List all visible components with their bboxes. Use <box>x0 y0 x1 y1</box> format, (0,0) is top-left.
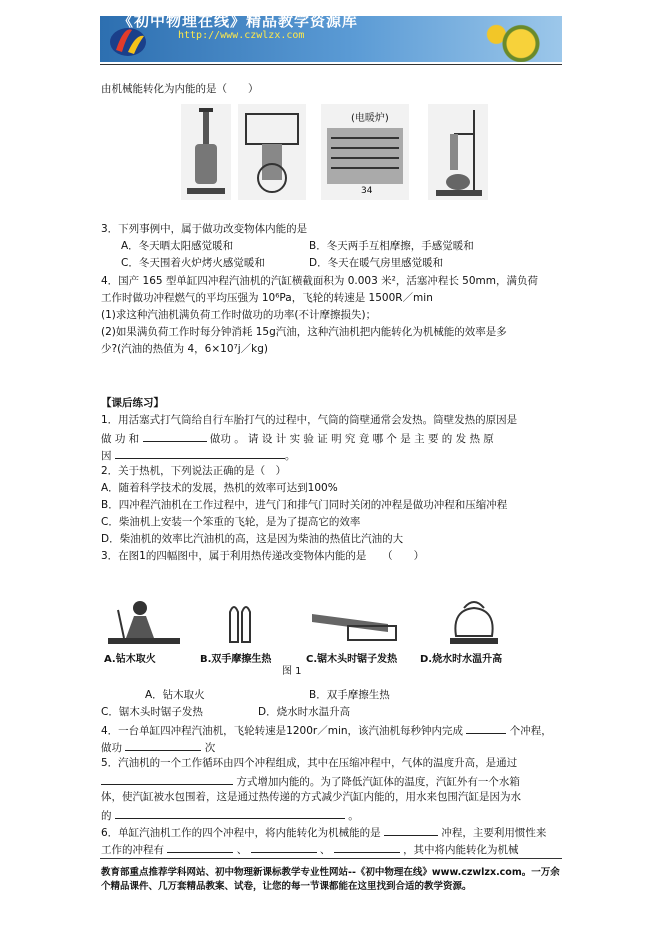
heater-caption: (电暖炉) <box>351 113 389 124</box>
p6-line-1b: 冲程，主要利用惯性来 <box>441 827 547 839</box>
p5-blank-1[interactable] <box>101 773 233 785</box>
p3-option-a: A．钻木取火 <box>145 689 205 701</box>
practice-heading: 【课后练习】 <box>101 397 164 409</box>
q4-line-4: (2)如果满负荷工作时每分钟消耗 15g汽油，这种汽油机把内能转化为机械能的效率是多 <box>101 326 507 338</box>
footer-line-1: 教育部重点推荐学科网站、初中物理新课标教学专业性网站--《初中物理在线》www.czwlzx.com。一万余 <box>101 867 560 878</box>
p2-stem: 2．关于热机，下列说法正确的是（ ） <box>101 465 287 477</box>
p1-line-1: 1．用活塞式打气筒给自行车胎打气的过程中，气筒的筒壁通常会发热。筒壁发热的原因是 <box>101 414 518 426</box>
fig1-caption: 图 1 <box>282 666 302 677</box>
p6-line-1 <box>101 824 546 840</box>
p1-line-2 <box>101 430 494 446</box>
p6-line-1a: 6．单缸汽油机工作的四个冲程中，将内能转化为机械能的是 <box>101 827 381 839</box>
p4-line-1b: 个冲程， <box>509 725 552 737</box>
p2-option-a: A．随着科学技术的发展，热机的效率可达到100% <box>101 482 338 494</box>
p5-line-4b: 。 <box>348 810 359 822</box>
p4-line-2 <box>101 739 215 755</box>
p6-blank-1[interactable] <box>384 824 438 836</box>
p5-line-3: 体，使汽缸被水包围着，这是通过热传递的方式减少汽缸内能的，用水来包围汽缸是因为水 <box>101 791 521 803</box>
p4-line-2a: 做功 <box>101 742 122 754</box>
q3-option-d: D．冬天在暖气房里感觉暖和 <box>309 257 444 269</box>
p2-option-b: B．四冲程汽油机在工作过程中，进气门和排气门同时关闭的冲程是做功冲程和压缩冲程 <box>101 499 508 511</box>
p5-line-4 <box>101 807 359 823</box>
p5-line-2-text: 方式增加内能的。为了降低汽缸体的温度，汽缸外有一个水箱 <box>236 776 520 788</box>
engine-figure <box>238 104 306 200</box>
p6-blank-2[interactable] <box>167 841 233 853</box>
p5-line-4a: 的 <box>101 810 112 822</box>
footer-divider <box>100 858 562 859</box>
p4-line-1a: 4．一台单缸四冲程汽油机，飞轮转速是1200r／min，该汽油机每秒钟内完成 <box>101 725 464 737</box>
header-url[interactable]: http://www.czwlzx.com <box>178 30 305 41</box>
q2-stem: 由机械能转化为内能的是（ ） <box>101 83 259 95</box>
p3-stem: 3．在图1的四幅图中，属于利用热传递改变物体内能的是 （ ） <box>101 550 425 562</box>
p4-line-1 <box>101 722 552 738</box>
fig1-label-d: D.烧水时水温升高 <box>420 654 503 665</box>
p1-line-3-text: 因 <box>101 450 112 462</box>
heater-figure <box>321 104 409 200</box>
q3-option-b: B．冬天两手互相摩擦，手感觉暖和 <box>309 240 474 252</box>
fig1-label-b: B.双手摩擦生热 <box>200 654 272 665</box>
heater-figure-number: 34 <box>361 186 373 196</box>
sunflower-image <box>480 16 562 62</box>
burner-figure <box>428 104 488 200</box>
p6-line-2d: ，其中将内能转化为机械 <box>403 844 519 856</box>
q4-line-1: 4．国产 165 型单缸四冲程汽油机的汽缸横截面积为 0.003 米²，活塞冲程长 50mm，满负荷 <box>101 275 538 287</box>
p3-option-b: B．双手摩擦生热 <box>309 689 390 701</box>
p6-blank-3[interactable] <box>251 841 317 853</box>
p6-blank-4[interactable] <box>334 841 400 853</box>
p5-line-2 <box>101 773 520 789</box>
q3-option-a: A．冬天晒太阳感觉暖和 <box>121 240 234 252</box>
figure-1 <box>100 594 508 677</box>
saw-icon <box>308 604 400 644</box>
p6-line-2a: 工作的冲程有 <box>101 844 164 856</box>
p4-line-2b: 次 <box>204 742 216 754</box>
p3-option-d: D．烧水时水温升高 <box>258 706 351 718</box>
p2-option-d: D．柴油机的效率比汽油机的高，这是因为柴油的热值比汽油的大 <box>101 533 404 545</box>
fig1-label-c: C.锯木头时锯子发热 <box>306 654 398 665</box>
p5-blank-2[interactable] <box>115 807 345 819</box>
p6-line-2c: 、 <box>319 844 331 856</box>
q4-line-2: 工作时做功冲程燃气的平均压强为 10⁶Pa，飞轮的转速是 1500R／min <box>101 292 433 304</box>
fig1-label-a: A.钻木取火 <box>104 654 156 665</box>
q3-stem: 3．下列事例中，属于做功改变物体内能的是 <box>101 223 308 235</box>
pump-figure <box>181 104 231 200</box>
rubbing-hands-icon <box>220 598 260 646</box>
p6-line-2b: 、 <box>236 844 248 856</box>
p6-line-2 <box>101 841 519 857</box>
p5-line-1: 5．汽油机的一个工作循环由四个冲程组成，其中在压缩冲程中，气体的温度升高，是通过 <box>101 757 518 769</box>
p1-blank-1[interactable] <box>143 430 207 442</box>
p3-option-c: C．锯木头时锯子发热 <box>101 706 203 718</box>
p1-line-3: 因 。 <box>101 447 295 463</box>
p1-line-2b: 做功 。 请 设 计 实 验 证 明 究 竟 哪 个 是 主 要 的 发 热 原 <box>209 433 494 445</box>
p1-line-2a: 做 功 和 <box>101 433 140 445</box>
p2-option-c: C．柴油机上安装一个笨重的飞轮，是为了提高它的效率 <box>101 516 361 528</box>
p4-blank-2[interactable] <box>125 739 201 751</box>
q3-option-c: C．冬天围着火炉烤火感觉暖和 <box>121 257 265 269</box>
footer-line-2: 个精品课件、几万套精品教案、试卷，让您的每一节课都能在这里找到合适的教学资源。 <box>101 881 472 892</box>
p1-blank-2[interactable] <box>115 447 285 459</box>
header-divider <box>100 64 562 65</box>
p4-blank-1[interactable] <box>466 722 506 734</box>
drill-fire-icon <box>104 598 184 646</box>
header-title: 《初中物理在线》精品教学资源库 <box>118 12 359 30</box>
q4-line-3: (1)求这种汽油机满负荷工作时做功的功率(不计摩擦损失)； <box>101 309 377 321</box>
kettle-icon <box>444 596 504 648</box>
q4-line-5: 少?(汽油的热值为 4，6×10⁷j／kg) <box>101 343 268 355</box>
